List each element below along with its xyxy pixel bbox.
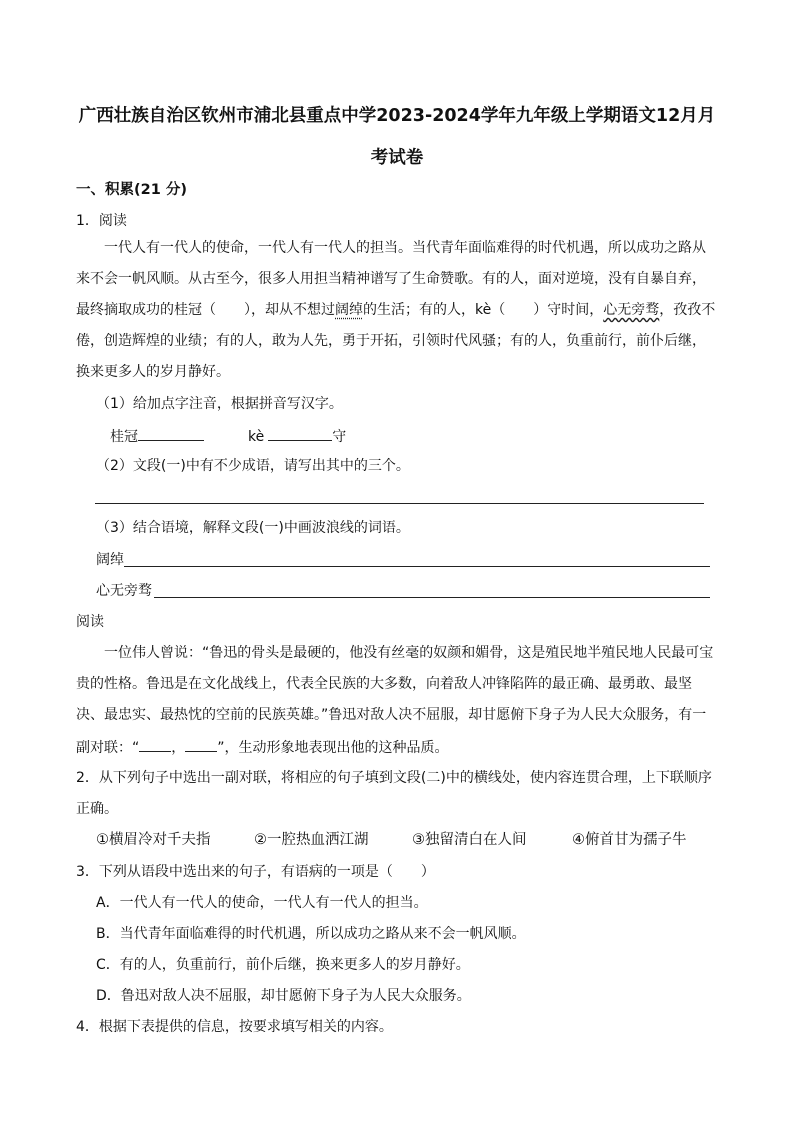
kuochuo-answer-line[interactable] [124, 566, 710, 567]
sub1-pinyin-ke: kè [248, 429, 265, 445]
word-kuochuo-label: 阔绰 [96, 552, 124, 568]
sub-question-3: （3）结合语境，解释文段(一)中画波浪线的词语。 [96, 520, 410, 536]
idiom-answer-line[interactable] [95, 503, 704, 504]
sub-question-1: （1）给加点字注音，根据拼音写汉字。 [96, 396, 343, 412]
passage2-line3: 决、最忠实、最热忱的空前的民族英雄。”鲁迅对敌人决不屈服，却甘愿俯下身子为人民大众服务，有一 [76, 707, 707, 723]
sub1-word-shou: 守 [332, 429, 347, 445]
passage1-line4: 倦，创造辉煌的业绩；有的人，敢为人先，勇于开拓，引领时代风骚；有的人，负重前行，前仆后继， [76, 333, 706, 349]
passage2-line1: 一位伟人曾说：“鲁迅的骨头是最硬的，他没有丝毫的奴颜和媚骨，这是殖民地半殖民地人民最可宝 [104, 645, 714, 661]
couplet-blank-2[interactable] [185, 736, 217, 752]
couplet-comma: ， [171, 740, 186, 756]
option-4[interactable]: ④俯首甘为孺子牛 [572, 832, 687, 848]
page-title-line2: 考试卷 [370, 148, 424, 168]
option-1[interactable]: ①横眉冷对千夫指 [96, 832, 211, 848]
passage2-line2: 贵的性格。鲁迅是在文化战线上，代表全民族的大多数，向着敌人冲锋陷阵的最正确、最勇敢、最坚 [76, 676, 692, 692]
passage1-line3-a: 最终摘取成功的桂冠（ ），却从不想过 [76, 302, 335, 318]
word-xinwupangwu-label: 心无旁骛 [96, 583, 152, 599]
passage1-line3-e: ，孜孜不 [659, 302, 716, 318]
choice-d[interactable]: D．鲁迅对敌人决不屈服，却甘愿俯下身子为人民大众服务。 [96, 988, 471, 1004]
choice-b[interactable]: B．当代青年面临难得的时代机遇，所以成功之路从来不会一帆风顺。 [96, 926, 526, 942]
section-heading: 一、积累(21 分) [76, 182, 187, 198]
sub1-answer-row [110, 425, 204, 447]
wavy-word-xinwupangwu: 心无旁骛 [603, 302, 660, 318]
question-2-line2: 正确。 [76, 801, 118, 817]
choice-c[interactable]: C．有的人，负重前行，前仆后继，换来更多人的岁月静好。 [96, 957, 470, 973]
ke-blank[interactable] [268, 425, 332, 441]
sub1-answer-row-2 [248, 425, 346, 447]
guiguan-blank[interactable] [138, 425, 204, 441]
passage1-line5: 换来更多人的岁月静好。 [76, 364, 230, 380]
question-1-label: 1．阅读 [76, 213, 127, 229]
option-3[interactable]: ③独留清白在人间 [412, 832, 527, 848]
couplet-blank-1[interactable] [139, 736, 171, 752]
option-2[interactable]: ②一腔热血洒江湖 [254, 832, 369, 848]
reading2-label: 阅读 [76, 614, 104, 630]
passage1-line1: 一代人有一代人的使命，一代人有一代人的担当。当代青年面临难得的时代机遇，所以成功之路从 [104, 240, 706, 256]
page-title-line1: 广西壮族自治区钦州市浦北县重点中学2023-2024学年九年级上学期语文12月月 [78, 106, 716, 126]
sub1-word-guiguan: 桂冠 [110, 429, 138, 445]
question-4-stem: 4．根据下表提供的信息，按要求填写相关的内容。 [76, 1019, 393, 1035]
couplet-suffix: ”，生动形象地表现出他的这种品质。 [217, 740, 449, 756]
wavy-word-kuochuo: 阔绰 [335, 302, 363, 318]
couplet-prefix: 副对联：“ [76, 740, 140, 756]
xinwupangwu-answer-line[interactable] [154, 597, 710, 598]
passage2-line4 [76, 736, 449, 758]
question-2-line1: 2．从下列句子中选出一副对联，将相应的句子填到文段(二)中的横线处，使内容连贯合理，上下联顺序 [76, 770, 712, 786]
passage1-line3-c: 的生活；有的人，kè（ ）守时间， [363, 302, 604, 318]
passage1-line2: 来不会一帆风顺。从古至今，很多人用担当精神谱写了生命赞歌。有的人，面对逆境，没有自暴自弃， [76, 271, 706, 287]
passage1-line3 [76, 300, 715, 320]
choice-a[interactable]: A．一代人有一代人的使命，一代人有一代人的担当。 [96, 895, 428, 911]
sub-question-2: （2）文段(一)中有不少成语，请写出其中的三个。 [96, 458, 410, 474]
question-3-stem: 3．下列从语段中选出来的句子，有语病的一项是（ ） [76, 864, 435, 880]
